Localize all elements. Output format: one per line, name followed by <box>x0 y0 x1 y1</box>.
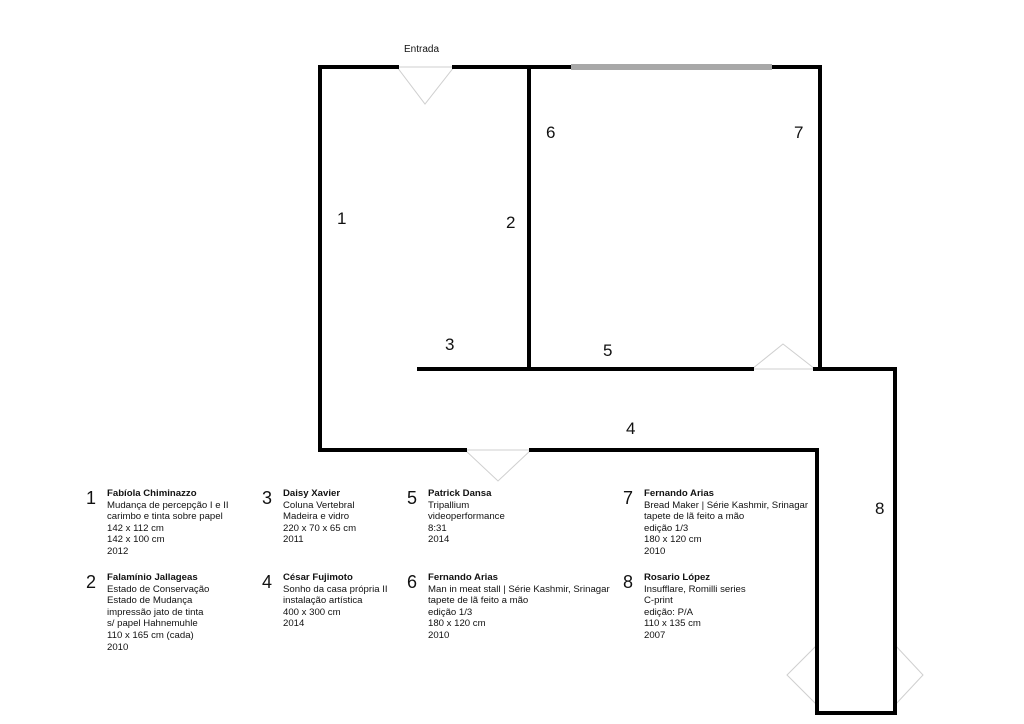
legend-number: 4 <box>262 572 273 592</box>
legend-line: 110 x 135 cm <box>644 618 701 630</box>
legend-entry-4 <box>262 572 388 630</box>
legend-line: Estado de Conservação <box>107 583 210 595</box>
legend-line: 2010 <box>107 641 129 653</box>
legend-number: 3 <box>262 488 273 508</box>
legend-line: 2007 <box>644 629 666 641</box>
legend-number: 8 <box>623 572 634 592</box>
wall-number-8: 8 <box>875 499 885 518</box>
legend-entry-5 <box>407 488 505 546</box>
legend-entry-1 <box>86 488 229 558</box>
legend-line: edição 1/3 <box>644 522 689 534</box>
legend-line: Sonho da casa própria II <box>283 583 388 595</box>
legend-line: videoperformance <box>428 511 505 523</box>
door-marker-corridor <box>465 450 531 481</box>
legend-line: Coluna Vertebral <box>283 499 355 511</box>
legend-line: Estado de Mudança <box>107 595 193 607</box>
wall-number-6: 6 <box>546 123 556 142</box>
legend-line: 2014 <box>283 618 305 630</box>
legend-artist: Daisy Xavier <box>283 488 341 499</box>
legend-number: 5 <box>407 488 418 508</box>
door-marker-room2 <box>752 344 815 369</box>
legend-line: tapete de lã feito a mão <box>644 511 745 523</box>
legend-entry-8 <box>623 572 746 642</box>
legend-line: instalação artística <box>283 595 363 607</box>
legend-line: 220 x 70 x 65 cm <box>283 522 357 534</box>
legend-line: 2014 <box>428 534 450 546</box>
legend-entry-3 <box>262 488 356 546</box>
legend-artist: Rosario López <box>644 572 711 583</box>
legend-entry-7 <box>623 488 808 558</box>
legend-line: carimbo e tinta sobre papel <box>107 511 223 523</box>
legend-number: 1 <box>86 488 97 508</box>
wall-number-4: 4 <box>626 419 636 438</box>
legend-line: 180 x 120 cm <box>428 618 486 630</box>
wall-number-7: 7 <box>794 123 804 142</box>
legend-line: Bread Maker | Série Kashmir, Srinagar <box>644 499 809 511</box>
legend-number: 2 <box>86 572 97 592</box>
legend-line: 2012 <box>107 545 129 557</box>
legend-line: edição: P/A <box>644 606 694 618</box>
legend-line: 142 x 112 cm <box>107 522 164 534</box>
legend-line: impressão jato de tinta <box>107 606 204 618</box>
entrance-door-marker <box>397 67 454 104</box>
legend-artist: Falamínio Jallageas <box>107 572 198 583</box>
legend-line: 180 x 120 cm <box>644 534 702 546</box>
legend-number: 6 <box>407 572 418 592</box>
legend-number: 7 <box>623 488 634 508</box>
legend-line: Madeira e vidro <box>283 511 350 523</box>
legend-line: 2010 <box>644 545 666 557</box>
wall-number-2: 2 <box>506 213 516 232</box>
wall-number-1: 1 <box>337 209 347 228</box>
legend-line: s/ papel Hahnemuhle <box>107 618 198 630</box>
legend-line: 110 x 165 cm (cada) <box>107 629 194 641</box>
legend-artist: César Fujimoto <box>283 572 353 583</box>
legend-line: Mudança de percepção I e II <box>107 499 229 511</box>
legend-line: Man in meat stall | Série Kashmir, Srinagar <box>428 583 610 595</box>
legend-artist: Fernando Arias <box>428 572 499 583</box>
door-marker-right <box>895 645 923 705</box>
door-marker-left <box>787 645 817 705</box>
legend-artist: Fernando Arias <box>644 488 715 499</box>
entrance-label: Entrada <box>404 44 440 55</box>
legend-line: Insufflare, Romilli series <box>644 583 746 595</box>
legend-entry-6 <box>407 572 610 642</box>
legend-line: 400 x 300 cm <box>283 606 341 618</box>
legend-line: tapete de lã feito a mão <box>428 595 529 607</box>
wall-number-5: 5 <box>603 341 613 360</box>
legend-line: edição 1/3 <box>428 606 473 618</box>
legend-line: 142 x 100 cm <box>107 534 165 546</box>
legend-line: 2011 <box>283 534 304 546</box>
legend-entry-2 <box>86 572 209 653</box>
wall-number-3: 3 <box>445 335 455 354</box>
legend-line: C-print <box>644 595 673 607</box>
legend-artist: Fabíola Chiminazzo <box>107 488 197 499</box>
legend-line: Tripallium <box>428 499 470 511</box>
legend-line: 2010 <box>428 629 450 641</box>
legend-line: 8:31 <box>428 522 447 534</box>
legend-artist: Patrick Dansa <box>428 488 492 499</box>
